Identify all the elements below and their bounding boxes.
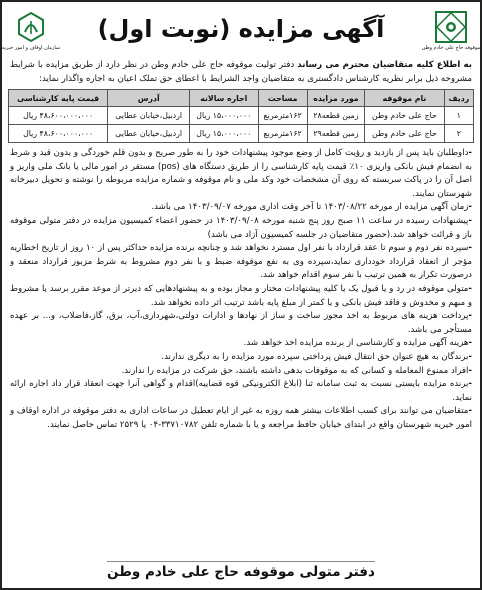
clause-item: -پیشنهادات رسیده در ساعت ۱۱ صبح روز پنج شنبه مورخه ۱۴۰۳/۰۹/۰۸ در حضور اعضاء کمیسیون مزایده در دفتر متولی موقوفه باز و قرائت خواهد شد.(حضور متقاضیان در جلسه کمیسیون آزاد می باشد) (10, 215, 472, 240)
logo-left-caption: سازمان اوقاف و امور خیریه (1, 45, 61, 51)
cell-row-number: ۱ (444, 107, 473, 125)
cell-base-price: ۴۸،۶۰۰،۰۰۰،۰۰۰ ریال (9, 107, 108, 125)
clause-text: پیشنهادات رسیده در ساعت ۱۱ صبح روز پنج شنبه مورخه ۱۴۰۳/۰۹/۰۸ در حضور اعضاء کمیسیون مزایده در دفتر متولی موقوفه باز و قرائت خواهد شد.(حضور متقاضیان در جلسه کمیسیون آزاد می باشد) (10, 215, 472, 240)
clause-text: هزینه آگهی مزایده و کارشناسی از برنده مزایده اخذ خواهد شد. (243, 338, 469, 349)
col-base-price: قیمت پایه کارشناسی (9, 90, 108, 107)
clause-text: زمان آگهی مزایده از مورخه ۱۴۰۳/۰۸/۲۲ تا آخر وقت اداری مورخه ۱۴۰۳/۰۹/۰۷ می باشد. (151, 202, 469, 213)
cell-endowment-name: حاج علی خادم وطن (365, 125, 445, 143)
cell-annual-rent: ۱۵،۰۰۰،۰۰۰ ریال (190, 107, 258, 125)
clause-text: داوطلبان باید پس از بازدید و رؤیت کامل از وضع موجود پیشنهادات خود را به طور صریح و بدون قلم خوردگی و بدون قید و شرط به انضمام فیش بانکی واریزی ۱۰٪ قیمت پایه کارشناسی را از طریق دستگاه های (pos) مستقر در امور مالی یا بانک ملی واریز و اصل آن را در پاکت سربسته که روی آن مشخصات خود وکد ملی و نام موقوفه و شماره مزایده مربوطه را نوشته و تحویل دبیرخانه شهرستان نمایند. (10, 148, 473, 199)
col-auction-item: مورد مزایده (307, 90, 364, 107)
clause-text: افراد ممنوع المعامله و کسانی که به موقوفات بدهی داشته باشند، حق شرکت در مزایده را ندارند. (121, 365, 469, 376)
clause-item: -هزینه آگهی مزایده و کارشناسی از برنده مزایده اخذ خواهد شد. (243, 338, 472, 349)
cell-auction-item: زمین قطعه۲۹ (307, 125, 364, 143)
table-row (9, 107, 474, 125)
intro-lead: به اطلاع کلیه متقاضیان محترم می رساند (297, 60, 472, 70)
table-row (9, 125, 474, 143)
cell-auction-item: زمین قطعه۲۸ (307, 107, 364, 125)
footer-text: دفتر متولی موقوفه حاج علی خادم وطن (107, 561, 375, 580)
clause-text: متولی موقوفه در رد و یا قبول یک یا کلیه پیشنهادات مختار و مجاز بوده و به پیشنهادهایی که دیرتر از موعد مقرر برسد یا مشروط و مبهم و مخدوش و فاقد فیش بانکی و یا کمتر از مبلغ پایه باشد ترتیب اثر داده نخواهد شد. (10, 283, 472, 308)
clause-item: -افراد ممنوع المعامله و کسانی که به موقوفات بدهی داشته باشند، حق شرکت در مزایده را ندارند. (121, 365, 472, 376)
cell-area: ۱۶۲مترمربع (258, 107, 307, 125)
page-title: آگهی مزایده (نوبت اول) (97, 15, 385, 43)
cell-address: اردبیل،خیابان عطایی (108, 125, 190, 143)
col-row-number: ردیف (444, 90, 473, 107)
clause-text: برندگان به هیچ عنوان حق انتقال فیش پرداختی سپرده مورد مزایده را به دیگری ندارند. (161, 351, 469, 362)
endowment-logo (421, 10, 481, 54)
col-address: آدرس (108, 90, 190, 107)
ad-header (1, 8, 481, 58)
cell-annual-rent: ۱۵،۰۰۰،۰۰۰ ریال (190, 125, 258, 143)
clause-item: -سپرده نفر دوم و سوم تا عقد قرارداد با نفر اول مسترد نخواهد شد و چنانچه برنده مزایده حداکثر پس از ۱۰ روز از تاریخ اخطاریه مؤجر از انعقاد قرارداد خودداری نماید،سپرده وی به نفع موقوفه ضبط و با نفر دوم مشروط به شرط مزبور قرارداد منعقد و درصورت تکرار به همین ترتیب با نفر سوم اقدام خواهد شد. (10, 243, 472, 281)
logo-right-caption: موقوفه حاج علی خادم وطن (421, 45, 481, 51)
clause-item: -برنده مزایده بایستی نسبت به ثبت سامانه ثنا (ابلاغ الکترونیکی قوه قضاییه)اقدام و گواهی آنرا جهت انعقاد قرار داد اجاره ارائه نماید. (10, 379, 472, 403)
endowment-seal-icon (434, 10, 468, 44)
clause-item: -متولی موقوفه در رد و یا قبول یک یا کلیه پیشنهادات مختار و مجاز بوده و به پیشنهادهایی که دیرتر از موعد مقرر برسد یا مشروط و مبهم و مخدوش و فاقد فیش بانکی و یا کمتر از مبلغ پایه باشد ترتیب اثر داده نخواهد شد. (10, 283, 472, 308)
clause-item: -زمان آگهی مزایده از مورخه ۱۴۰۳/۰۸/۲۲ تا آخر وقت اداری مورخه ۱۴۰۳/۰۹/۰۷ می باشد. (151, 202, 472, 213)
intro-paragraph (10, 58, 472, 86)
clause-item: -پرداخت هزینه های مربوط به اخذ مجوز ساخت و ساز از نهادها و ادارات دولتی،شهرداری،آب، برق، گاز،فاضلاب، و... بر عهده مستأجر می باشد. (10, 311, 472, 335)
intro-text: دفتر تولیت موقوفه حاج علی خادم وطن در نظر دارد از طریق مزایده با شرایط مشروحه ذیل برابر نظریه کارشناس دادگستری به متقاضیان واجد الشرایط با اعطای حق تملک اعیان به اجاره واگذار نماید: (10, 60, 472, 84)
cell-base-price: ۴۸،۶۰۰،۰۰۰،۰۰۰ ریال (9, 125, 108, 143)
clause-item: -داوطلبان باید پس از بازدید و رؤیت کامل از وضع موجود پیشنهادات خود را به طور صریح و بدون قلم خوردگی و بدون قید و شرط به انضمام فیش بانکی واریزی ۱۰٪ قیمت پایه کارشناسی را از طریق دستگاه های (pos) مستقر در امور مالی یا بانک ملی واریز و اصل آن را در پاکت سربسته که روی آن مشخصات خود وکد ملی و نام موقوفه و شماره مزایده مربوطه را نوشته و تحویل دبیرخانه شهرستان نمایند. (10, 148, 473, 199)
footer-signature (8, 561, 474, 580)
cell-area: ۱۶۲مترمربع (258, 125, 307, 143)
cell-row-number: ۲ (444, 125, 473, 143)
clause-text: برنده مزایده بایستی نسبت به ثبت سامانه ثنا (ابلاغ الکترونیکی قوه قضاییه)اقدام و گواهی آنرا جهت انعقاد قرار داد اجاره ارائه نماید. (10, 379, 472, 403)
awqaf-logo (1, 10, 61, 54)
clause-item: -برندگان به هیچ عنوان حق انتقال فیش پرداختی سپرده مورد مزایده را به دیگری ندارند. (161, 351, 472, 362)
auction-items-table (8, 89, 474, 143)
clause-text: متقاضیان می توانند برای کسب اطلاعات بیشتر همه روزه به غیر از ایام تعطیل در ساعات اداری به دفتر موقوفه در اداره اوقاف و امور خیریه شهرستان واقع در ابتدای خیابان حافظ مراجعه و یا با شماره تلفن ۳۳۷۱۰۷۸۲-۰۴ یا ۲۵۲۹ تماس حاصل نمایند. (10, 406, 472, 430)
col-annual-rent: اجاره سالانه (190, 90, 258, 107)
cell-endowment-name: حاج علی خادم وطن (365, 107, 445, 125)
col-area: مساحت (258, 90, 307, 107)
clause-item: -متقاضیان می توانند برای کسب اطلاعات بیشتر همه روزه به غیر از ایام تعطیل در ساعات اداری به دفتر موقوفه در اداره اوقاف و امور خیریه شهرستان واقع در ابتدای خیابان حافظ مراجعه و یا با شماره تلفن ۳۳۷۱۰۷۸۲-۰۴ یا ۲۵۲۹ تماس حاصل نمایند. (10, 406, 472, 430)
clause-text: پرداخت هزینه های مربوط به اخذ مجوز ساخت و ساز از نهادها و ادارات دولتی،شهرداری،آب، برق، گاز،فاضلاب، و... بر عهده مستأجر می باشد. (10, 311, 472, 335)
awqaf-emblem-icon (15, 10, 47, 44)
clause-text: سپرده نفر دوم و سوم تا عقد قرارداد با نفر اول مسترد نخواهد شد و چنانچه برنده مزایده حداکثر پس از ۱۰ روز از تاریخ اخطاریه مؤجر از انعقاد قرارداد خودداری نماید،سپرده وی به نفع موقوفه ضبط و با نفر دوم مشروط به شرط مزبور قرارداد منعقد و درصورت تکرار به همین ترتیب با نفر سوم اقدام خواهد شد. (10, 243, 472, 281)
cell-address: اردبیل،خیابان عطایی (108, 107, 190, 125)
col-endowment-name: نام موقوفه (365, 90, 445, 107)
table-header-row (9, 90, 474, 107)
